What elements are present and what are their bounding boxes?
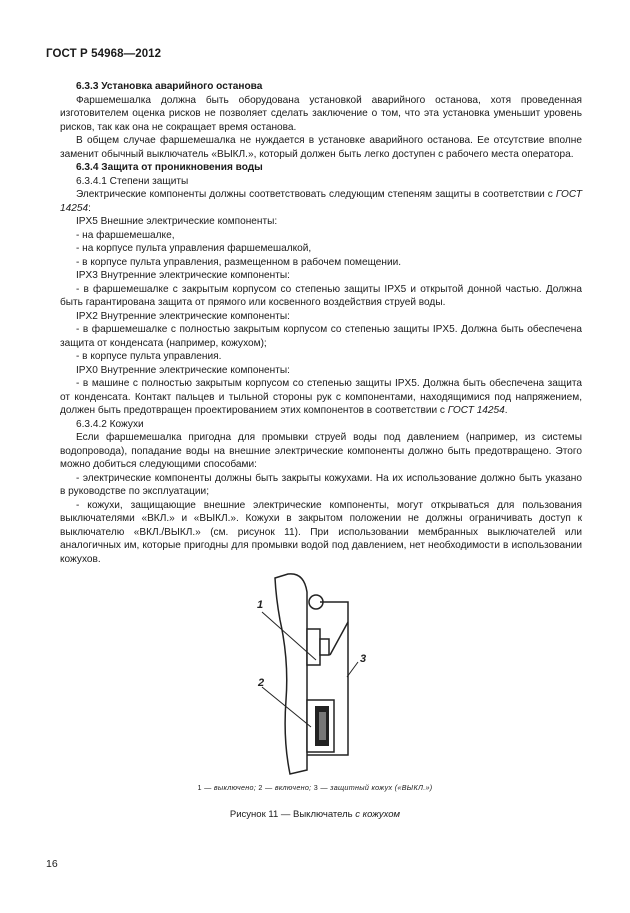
legend-num: 2 bbox=[258, 783, 263, 792]
paragraph: - электрические компоненты должны быть закрыты кожухами. На их использование должно быть указано в руководстве по эксплуатации; bbox=[60, 472, 582, 497]
ipx2-title: IPX2 Внутренние электрические компоненты: bbox=[76, 310, 290, 322]
enclosure-panel bbox=[275, 574, 307, 774]
off-button-knob bbox=[320, 639, 329, 655]
standard-reference: ГОСТ 14254 bbox=[447, 405, 505, 416]
paragraph-text: Электрические компоненты должны соответствовать следующим степеням защиты в соответствии с bbox=[76, 189, 556, 200]
paragraph: Если фаршемешалка пригодна для промывки струей воды под давлением (например, из системы водопровода), попадание воды на внешние электрические компоненты должно быть предотвращено. Этого можно добиться следующими способами: bbox=[60, 432, 582, 470]
legend-text: — выключено; bbox=[201, 783, 259, 792]
off-button bbox=[307, 629, 320, 665]
figure-caption bbox=[0, 809, 630, 820]
page-number: 16 bbox=[46, 858, 58, 870]
caption-italic-text: с кожухом bbox=[355, 809, 401, 820]
list-item: - в фаршемешалке с закрытым корпусом со степенью защиты IPX5 и открытой донной частью. Должна быть гарантирована защита от прямого или косвенного воздействия струей воды. bbox=[60, 283, 582, 308]
paragraph-text: - в машине с полностью закрытым корпусом со степенью защиты IPX5. Должна быть обеспечена защита от конденсата. Контакт пальцев и тыльной стороны рук с компонентами, находящимися под напряжением, должен быть предотвращен проектированием этих компонентов в соответствии с bbox=[60, 378, 582, 416]
paragraph: В общем случае фаршемешалка не нуждается в установке аварийного останова. Ее отсутствие вполне заменит обычный выключатель «ВЫКЛ.», который должен быть легко доступен с рабочего места оператора. bbox=[60, 135, 582, 160]
callout-2: 2 bbox=[258, 677, 265, 689]
caption-text: Рисунок 11 — Выключатель bbox=[229, 809, 356, 820]
figure-legend bbox=[0, 783, 630, 792]
section-6-3-4-title: 6.3.4 Защита от проникновения воды bbox=[76, 162, 263, 173]
page-header: ГОСТ Р 54968—2012 bbox=[46, 48, 162, 60]
legend-text: — защитный кожух («ВЫКЛ.») bbox=[318, 783, 433, 792]
paragraph: Фаршемешалка должна быть оборудована установкой аварийного останова, хотя проведенная изготовителем оценка рисков не позволяет сделать заключение о том, что эта установка уменьшит уровень рисков, так как она не сокращает время останова. bbox=[60, 94, 582, 133]
section-6-3-3-title: 6.3.3 Установка аварийного останова bbox=[76, 81, 263, 92]
legend-text: — включено; bbox=[262, 783, 314, 792]
ipx3-title: IPX3 Внутренние электрические компоненты: bbox=[76, 270, 290, 281]
list-item: - в корпусе пульта управления, размещенном в рабочем помещении. bbox=[76, 256, 402, 268]
callout-3: 3 bbox=[360, 653, 367, 665]
paragraph: - кожухи, защищающие внешние электрические компоненты, могут открываться для пользования выключателями «ВКЛ.» и «ВЫКЛ.». Кожухи в закрытом положении не должны ограничивать доступ к выключателю «ВКЛ./ВЫКЛ.» (см. рисунок 11). При использовании мембранных выключателей или аналогичных им, которые пригодны для промывки водой под давлением, нет необходимости в использовании кожухов. bbox=[60, 499, 582, 565]
punctuation: : bbox=[88, 202, 91, 214]
callout-1: 1 bbox=[257, 599, 264, 611]
cover-lip bbox=[330, 622, 348, 655]
list-item: - в корпусе пульта управления. bbox=[76, 351, 222, 362]
list-item: - на корпусе пульта управления фаршемешалкой, bbox=[76, 243, 312, 254]
subsection-6-3-4-1-title: 6.3.4.1 Степени защиты bbox=[76, 175, 189, 187]
list-item: - в фаршемешалке с полностью закрытым корпусом со степенью защиты IPX5. Должна быть обеспечена защита от конденсата (например, кожухом); bbox=[60, 324, 582, 349]
on-button-core bbox=[319, 712, 326, 740]
punctuation: . bbox=[504, 405, 508, 416]
legend-num: 3 bbox=[313, 783, 319, 792]
subsection-6-3-4-2-title: 6.3.4.2 Кожухи bbox=[76, 418, 144, 430]
ipx0-title: IPX0 Внутренние электрические компоненты: bbox=[76, 364, 290, 376]
standard-reference: ГОСТ 14254 bbox=[60, 189, 582, 214]
list-item: - на фаршемешалке, bbox=[76, 229, 175, 241]
legend-num: 1 bbox=[197, 783, 202, 792]
ipx5-title: IPX5 Внешние электрические компоненты: bbox=[76, 216, 278, 227]
